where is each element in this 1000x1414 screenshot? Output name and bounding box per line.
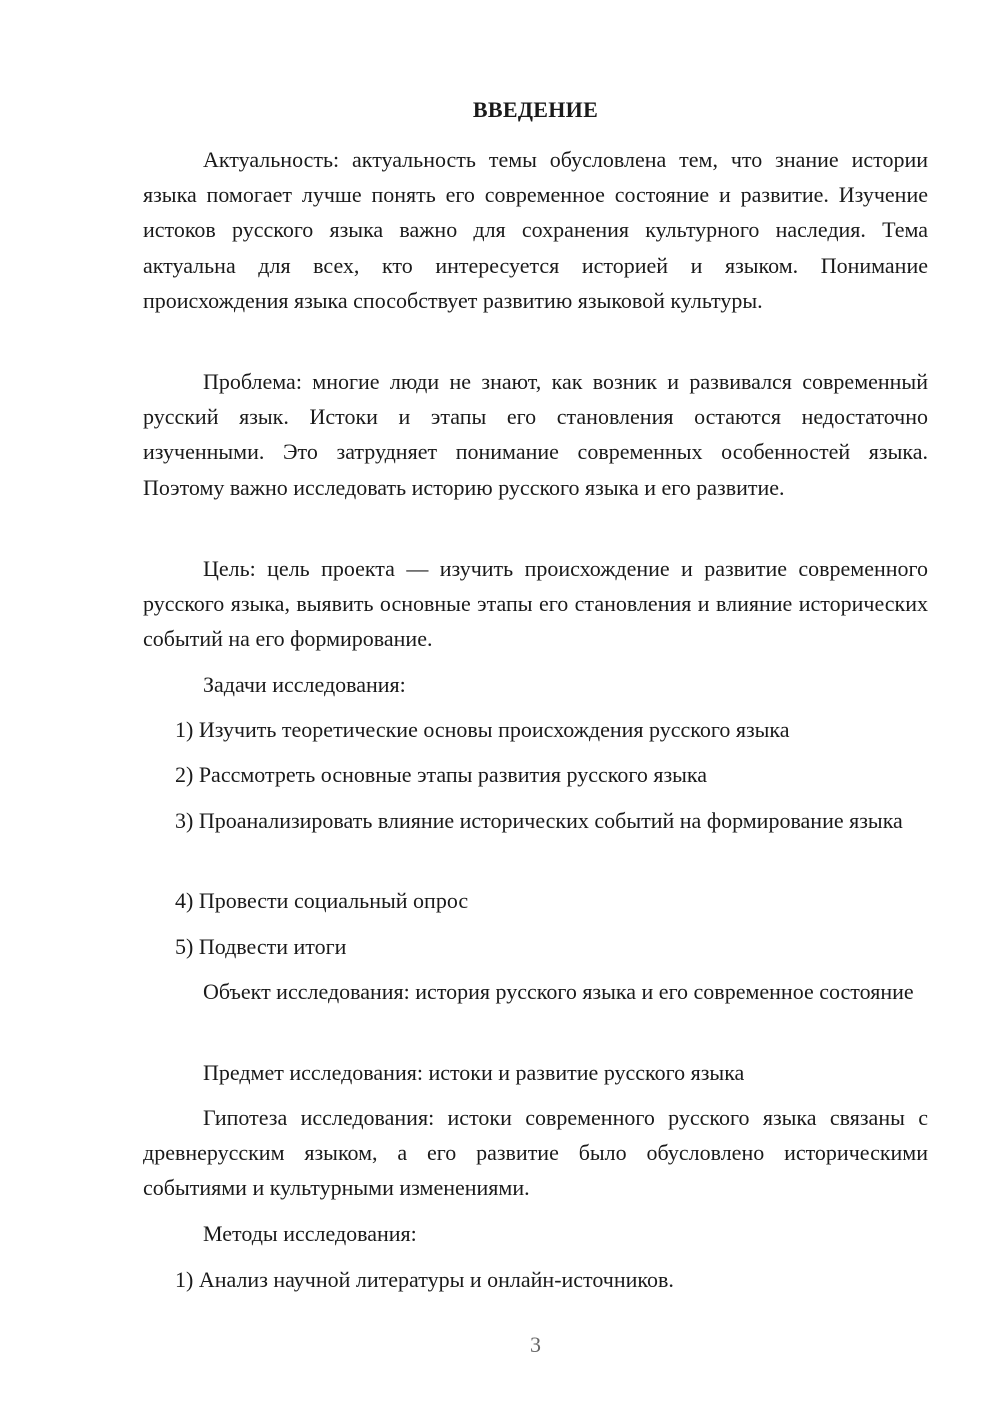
paragraph-goal: Цель: цель проекта — изучить происхождение и развитие современного русского языка, выявить основные этапы его становления и влияние исторических событий на его формирование. xyxy=(143,556,928,652)
task-item-1: 1) Изучить теоретические основы происхождения русского языка xyxy=(175,717,790,742)
research-hypothesis: Гипотеза исследования: истоки современного русского языка связаны с древнерусским языком, а его развитие было обусловлено историческими событиями и культурными изменениями. xyxy=(143,1105,928,1201)
task-item-4: 4) Провести социальный опрос xyxy=(175,888,469,913)
task-item-3: 3) Проанализировать влияние исторических событий на формирование языка xyxy=(175,808,903,833)
research-subject: Предмет исследования: истоки и развитие русского языка xyxy=(203,1060,745,1085)
task-item-2: 2) Рассмотреть основные этапы развития русского языка xyxy=(175,762,708,787)
methods-heading: Методы исследования: xyxy=(203,1221,417,1246)
research-object: Объект исследования: история русского языка и его современное состояние xyxy=(203,979,914,1004)
paragraph-relevance: Актуальность: актуальность темы обусловлена тем, что знание истории языка помогает лучше понять его современное состояние и развитие. Изучение истоков русского языка важно для сохранения культурного наследия. Тема актуальна для всех, кто интересуется историей и языком. Понимание происхождения языка способствует развитию языковой культуры. xyxy=(143,147,928,313)
tasks-heading: Задачи исследования: xyxy=(203,672,406,697)
method-item-1: 1) Анализ научной литературы и онлайн-источников. xyxy=(175,1267,674,1292)
page-number: 3 xyxy=(530,1332,541,1357)
task-item-5: 5) Подвести итоги xyxy=(175,934,347,959)
section-title: ВВЕДЕНИЕ xyxy=(472,97,599,122)
paragraph-problem: Проблема: многие люди не знают, как возник и развивался современный русский язык. Истоки и этапы его становления остаются недостаточно изученными. Это затрудняет понимание современных особенностей языка. Поэтому важно исследовать историю русского языка и его развитие. xyxy=(143,369,928,500)
